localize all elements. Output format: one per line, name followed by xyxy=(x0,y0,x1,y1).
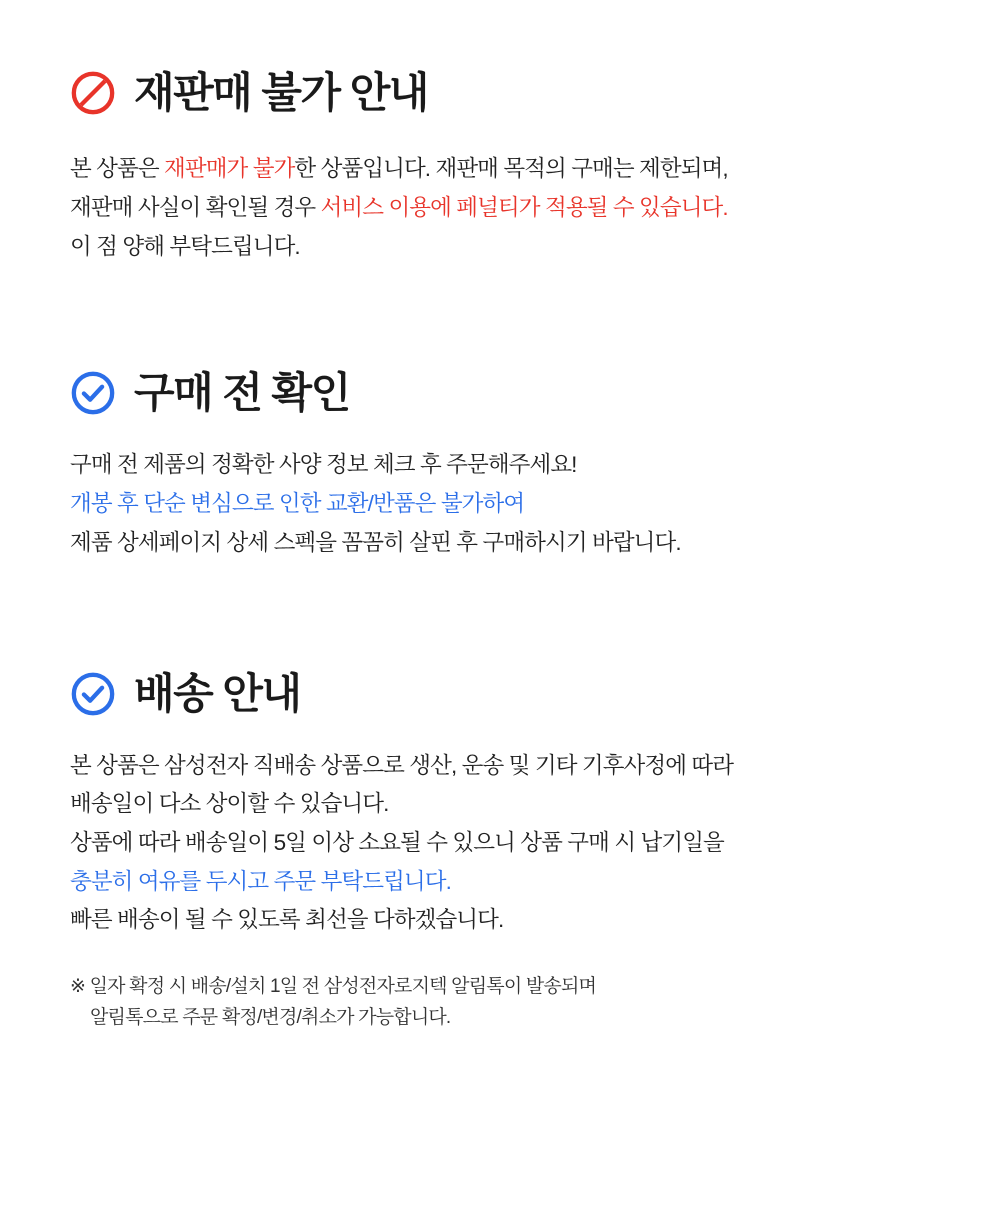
delivery-note xyxy=(70,972,930,1034)
text-line: 재판매 사실이 확인될 경우 서비스 이용에 페널티가 적용될 수 있습니다. xyxy=(70,194,728,220)
check-circle-icon xyxy=(70,370,116,416)
section-title: 재판매 불가 안내 xyxy=(134,69,428,116)
text-line: 이 점 양해 부탁드립니다. xyxy=(70,233,300,259)
section-before-purchase xyxy=(70,370,930,562)
text-line: 충분히 여유를 두시고 주문 부탁드립니다. xyxy=(70,868,451,894)
section-header xyxy=(70,70,930,116)
text-line: 제품 상세페이지 상세 스펙을 꼼꼼히 살핀 후 구매하시기 바랍니다. xyxy=(70,529,681,555)
text-line: 개봉 후 단순 변심으로 인한 교환/반품은 불가하여 xyxy=(70,491,525,517)
text-line: 본 상품은 삼성전자 직배송 상품으로 생산, 운송 및 기타 기후사정에 따라 xyxy=(70,752,734,778)
note-line: 알림톡으로 주문 확정/변경/취소가 가능합니다. xyxy=(90,1006,451,1028)
text-line: 본 상품은 재판매가 불가한 상품입니다. 재판매 목적의 구매는 제한되며, xyxy=(70,156,728,182)
section-header xyxy=(70,370,930,416)
section-body xyxy=(70,747,930,940)
section-body xyxy=(70,446,930,562)
prohibition-icon xyxy=(70,70,116,116)
text-line: 구매 전 제품의 정확한 사양 정보 체크 후 주문해주세요! xyxy=(70,452,577,478)
text-line: 빠른 배송이 될 수 있도록 최선을 다하겠습니다. xyxy=(70,907,504,933)
text-line: 배송일이 다소 상이할 수 있습니다. xyxy=(70,791,389,817)
check-circle-icon xyxy=(70,671,116,717)
section-body xyxy=(70,150,930,266)
section-delivery xyxy=(70,671,930,1034)
section-title: 구매 전 확인 xyxy=(134,369,350,417)
section-no-resale xyxy=(70,70,930,266)
section-header xyxy=(70,671,930,717)
text-line: 상품에 따라 배송일이 5일 이상 소요될 수 있으니 상품 구매 시 납기일을 xyxy=(70,830,724,856)
note-line: ※ 일자 확정 시 배송/설치 1일 전 삼성전자로지텍 알림톡이 발송되며 xyxy=(70,976,597,998)
section-title: 배송 안내 xyxy=(134,669,301,717)
